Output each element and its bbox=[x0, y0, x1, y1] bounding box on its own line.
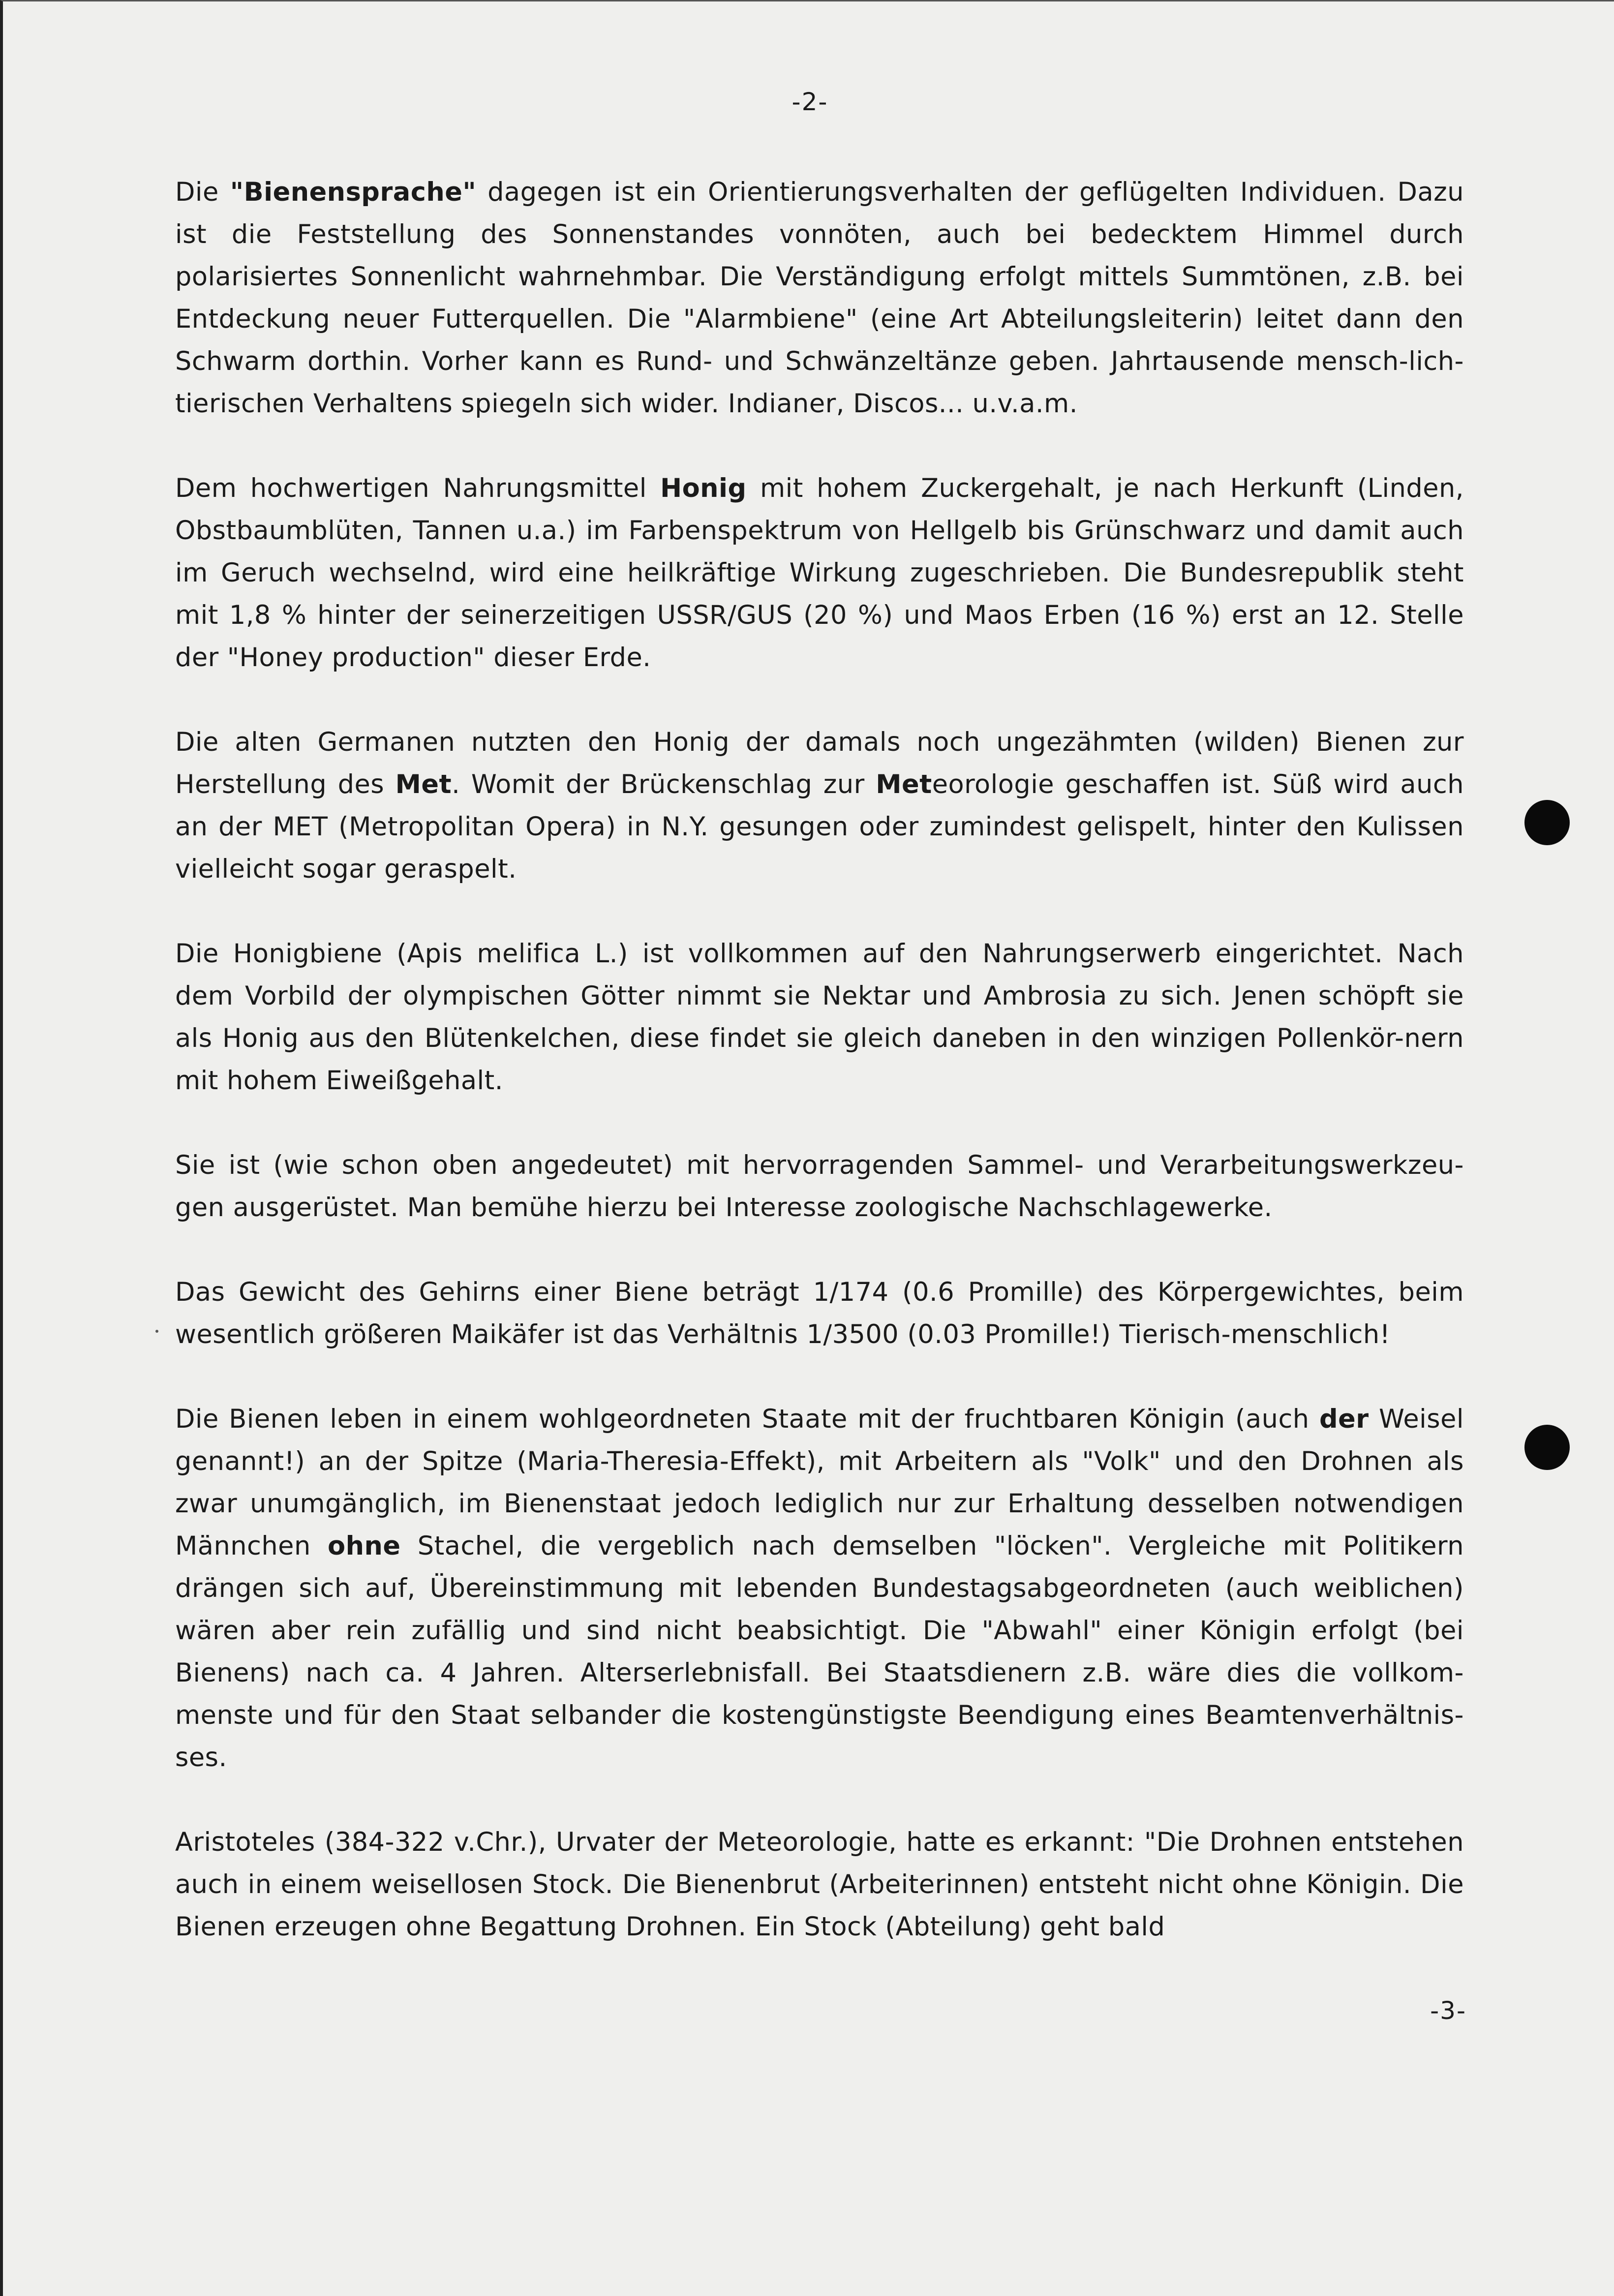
paragraph bbox=[175, 721, 1464, 890]
page-number-bottom: -3- bbox=[1430, 1996, 1466, 2025]
page-number-top: -2- bbox=[792, 88, 828, 116]
bold-term: ohne bbox=[328, 1531, 401, 1561]
paragraph-text: mit hohem Zuckergehalt, je nach Herkunft (Linden, Obstbaumblüten, Tannen u.a.) im Farbenspektrum von Hellgelb bis Grünschwarz und damit auch im Geruch wechselnd, wird eine heilkräftige Wirkung zugeschrieben. Die Bundesrepublik steht mit 1,8 % hinter der seinerzeitigen USSR/GUS (20 %) und Maos Erben (16 %) erst an 12. Stelle der "Honey production" dieser Erde. bbox=[175, 473, 1464, 673]
paper-speck bbox=[155, 1330, 158, 1333]
paragraph-text: Weisel genannt!) an der Spitze (Maria-Theresia-Effekt), mit Arbeitern als "Volk" und den Drohnen als zwar unumgänglich, im Bienenstaat jedoch lediglich nur zur Erhaltung desselben notwendigen Männchen bbox=[175, 1404, 1464, 1561]
paragraph bbox=[175, 1398, 1464, 1779]
bold-term: "Bienensprache" bbox=[230, 177, 477, 207]
paragraph-text: Das Gewicht des Gehirns einer Biene beträgt 1/174 (0.6 Promille) des Körpergewichtes, beim wesentlich größeren Maikäfer ist das Verhältnis 1/3500 (0.03 Promille!) Tierisch-menschlich! bbox=[175, 1277, 1464, 1349]
paragraph-text: Sie ist (wie schon oben angedeutet) mit hervorragenden Sammel- und Verarbeitungswerkzeu-gen ausgerüstet. Man bemühe hierzu bei Interesse zoologische Nachschlagewerke. bbox=[175, 1150, 1464, 1223]
punch-hole-icon bbox=[1524, 1425, 1570, 1470]
paragraph bbox=[175, 1144, 1464, 1229]
bold-term: Met bbox=[876, 769, 932, 799]
bold-term: Met bbox=[395, 769, 452, 799]
punch-hole-icon bbox=[1524, 800, 1570, 845]
bold-term: der bbox=[1319, 1404, 1369, 1434]
paragraph bbox=[175, 933, 1464, 1102]
body-text bbox=[175, 171, 1464, 1990]
paragraph bbox=[175, 1271, 1464, 1356]
paragraph-text: Aristoteles (384-322 v.Chr.), Urvater der Meteorologie, hatte es erkannt: "Die Drohnen entstehen auch in einem weisellosen Stock. Die Bienenbrut (Arbeiterinnen) entsteht nicht ohne Königin. Die Bienen erzeugen ohne Begattung Drohnen. Ein Stock (Abteilung) geht bald bbox=[175, 1827, 1464, 1942]
paragraph bbox=[175, 171, 1464, 425]
paragraph-text: eorologie geschaffen ist. Süß wird auch an der MET (Metropolitan Opera) in N.Y. gesungen oder zumindest gelispelt, hinter den Kulissen vielleicht sogar geraspelt. bbox=[175, 769, 1464, 884]
paragraph-text: . Womit der Brückenschlag zur bbox=[452, 769, 876, 799]
paragraph bbox=[175, 467, 1464, 679]
paragraph bbox=[175, 1821, 1464, 1948]
paragraph-text: Stachel, die vergeblich nach demselben "löcken". Vergleiche mit Politikern drängen sich auf, Übereinstimmung mit lebenden Bundestagsabgeordneten (auch weiblichen) wären aber rein zufällig und sind nicht beabsichtigt. Die "Abwahl" einer Königin erfolgt (bei Bienens) nach ca. 4 Jahren. Alterserlebnisfall. Bei Staatsdienern z.B. wäre dies die vollkom-menste und für den Staat selbander die kostengünstigste Beendigung eines Beamtenverhältnis-ses. bbox=[175, 1531, 1464, 1773]
paragraph-text: Die Honigbiene (Apis melifica L.) ist vollkommen auf den Nahrungserwerb eingerichtet. Nach dem Vorbild der olympischen Götter nimmt sie Nektar und Ambrosia zu sich. Jenen schöpft sie als Honig aus den Blütenkelchen, diese findet sie gleich daneben in den winzigen Pollenkör-nern mit hohem Eiweißgehalt. bbox=[175, 939, 1464, 1096]
paragraph-text: Die bbox=[175, 177, 230, 207]
paragraph-text: dagegen ist ein Orientierungsverhalten der geflügelten Individuen. Dazu ist die Feststellung des Sonnenstandes vonnöten, auch bei bedecktem Himmel durch polarisiertes Sonnenlicht wahrnehmbar. Die Verständigung erfolgt mittels Summtönen, z.B. bei Entdeckung neuer Futterquellen. Die "Alarmbiene" (eine Art Abteilungsleiterin) leitet dann den Schwarm dorthin. Vorher kann es Rund- und Schwänzeltänze geben. Jahrtausende mensch-lich-tierischen Verhaltens spiegeln sich wider. Indianer, Discos... u.v.a.m. bbox=[175, 177, 1464, 419]
paragraph-text: Dem hochwertigen Nahrungsmittel bbox=[175, 473, 661, 503]
bold-term: Honig bbox=[660, 473, 747, 503]
paragraph-text: Die Bienen leben in einem wohlgeordneten Staate mit der fruchtbaren Königin (auch bbox=[175, 1404, 1320, 1434]
paragraph-text: Die alten Germanen nutzten den Honig der damals noch ungezähmten (wilden) Bienen zur Herstellung des bbox=[175, 727, 1464, 799]
